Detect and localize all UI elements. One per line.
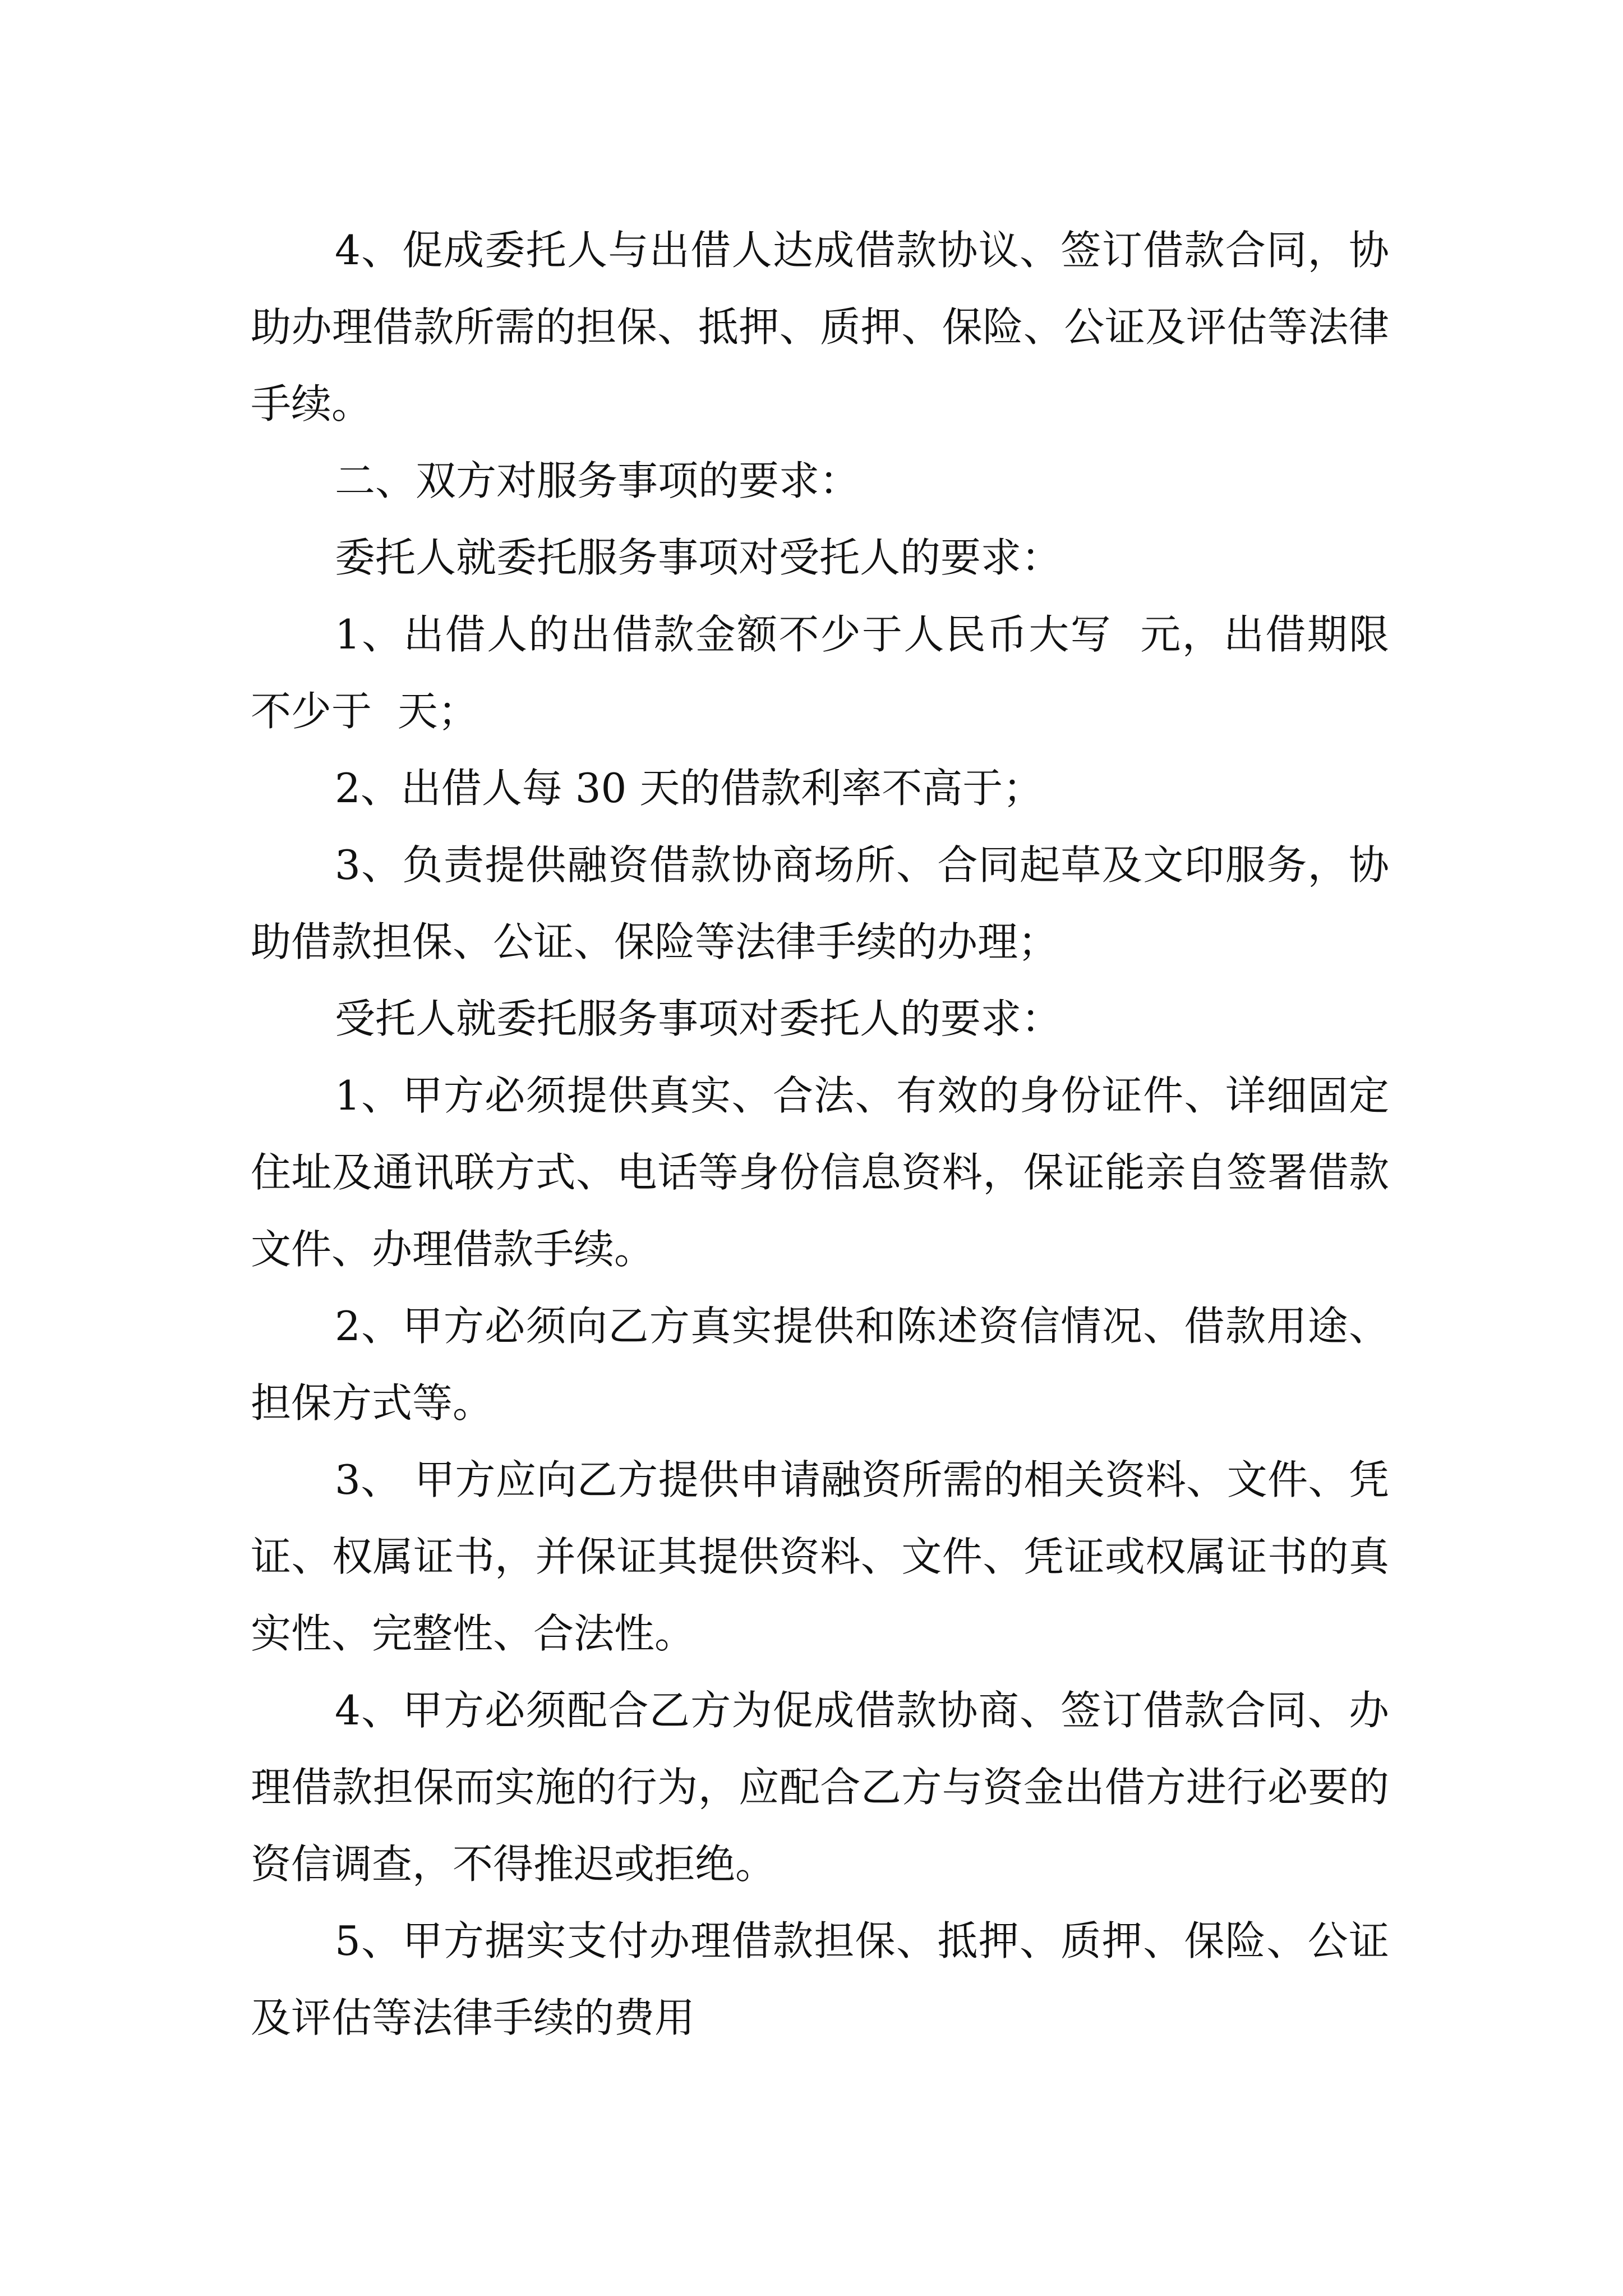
paragraph-identity-documents: 1、甲方必须提供真实、合法、有效的身份证件、详细固定住址及通讯联方式、电话等身份信息资料，保证能亲自签署借款文件、办理借款手续。 bbox=[251, 1072, 1389, 1273]
paragraph-cooperation: 4、甲方必须配合乙方为促成借款协商、签订借款合同、办理借款担保而实施的行为，应配合乙方与资金出借方进行必要的资信调查，不得推迟或拒绝。 bbox=[251, 1687, 1389, 1888]
document-body bbox=[251, 212, 1389, 2056]
paragraph-credit-disclosure: 2、甲方必须向乙方真实提供和陈述资信情况、借款用途、担保方式等。 bbox=[251, 1303, 1389, 1427]
paragraph-fees: 5、甲方据实支付办理借款担保、抵押、质押、保险、公证及评估等法律手续的费用 bbox=[251, 1917, 1389, 2041]
section-heading-requirements: 二、双方对服务事项的要求： bbox=[335, 457, 860, 504]
subheading-agent-requirements: 受托人就委托服务事项对委托人的要求： bbox=[335, 995, 1062, 1042]
paragraph-interest-rate: 2、出借人每 30 天的借款利率不高于； bbox=[335, 765, 1044, 812]
subheading-client-requirements: 委托人就委托服务事项对受托人的要求： bbox=[335, 534, 1062, 581]
paragraph-supporting-materials: 3、 甲方应向乙方提供申请融资所需的相关资料、文件、凭证、权属证书，并保证其提供资料、文件、凭证或权属证书的真实性、完整性、合法性。 bbox=[251, 1456, 1389, 1657]
paragraph-services: 3、负责提供融资借款协商场所、合同起草及文印服务，协助借款担保、公证、保险等法律手续的办理； bbox=[251, 841, 1389, 965]
paragraph-item-4-loan-agreement: 4、促成委托人与出借人达成借款协议、签订借款合同，协助办理借款所需的担保、抵押、质押、保险、公证及评估等法律手续。 bbox=[251, 227, 1389, 427]
paragraph-loan-amount: 1、出借人的出借款金额不少于人民币大写 元，出借期限不少于 天； bbox=[251, 611, 1389, 735]
